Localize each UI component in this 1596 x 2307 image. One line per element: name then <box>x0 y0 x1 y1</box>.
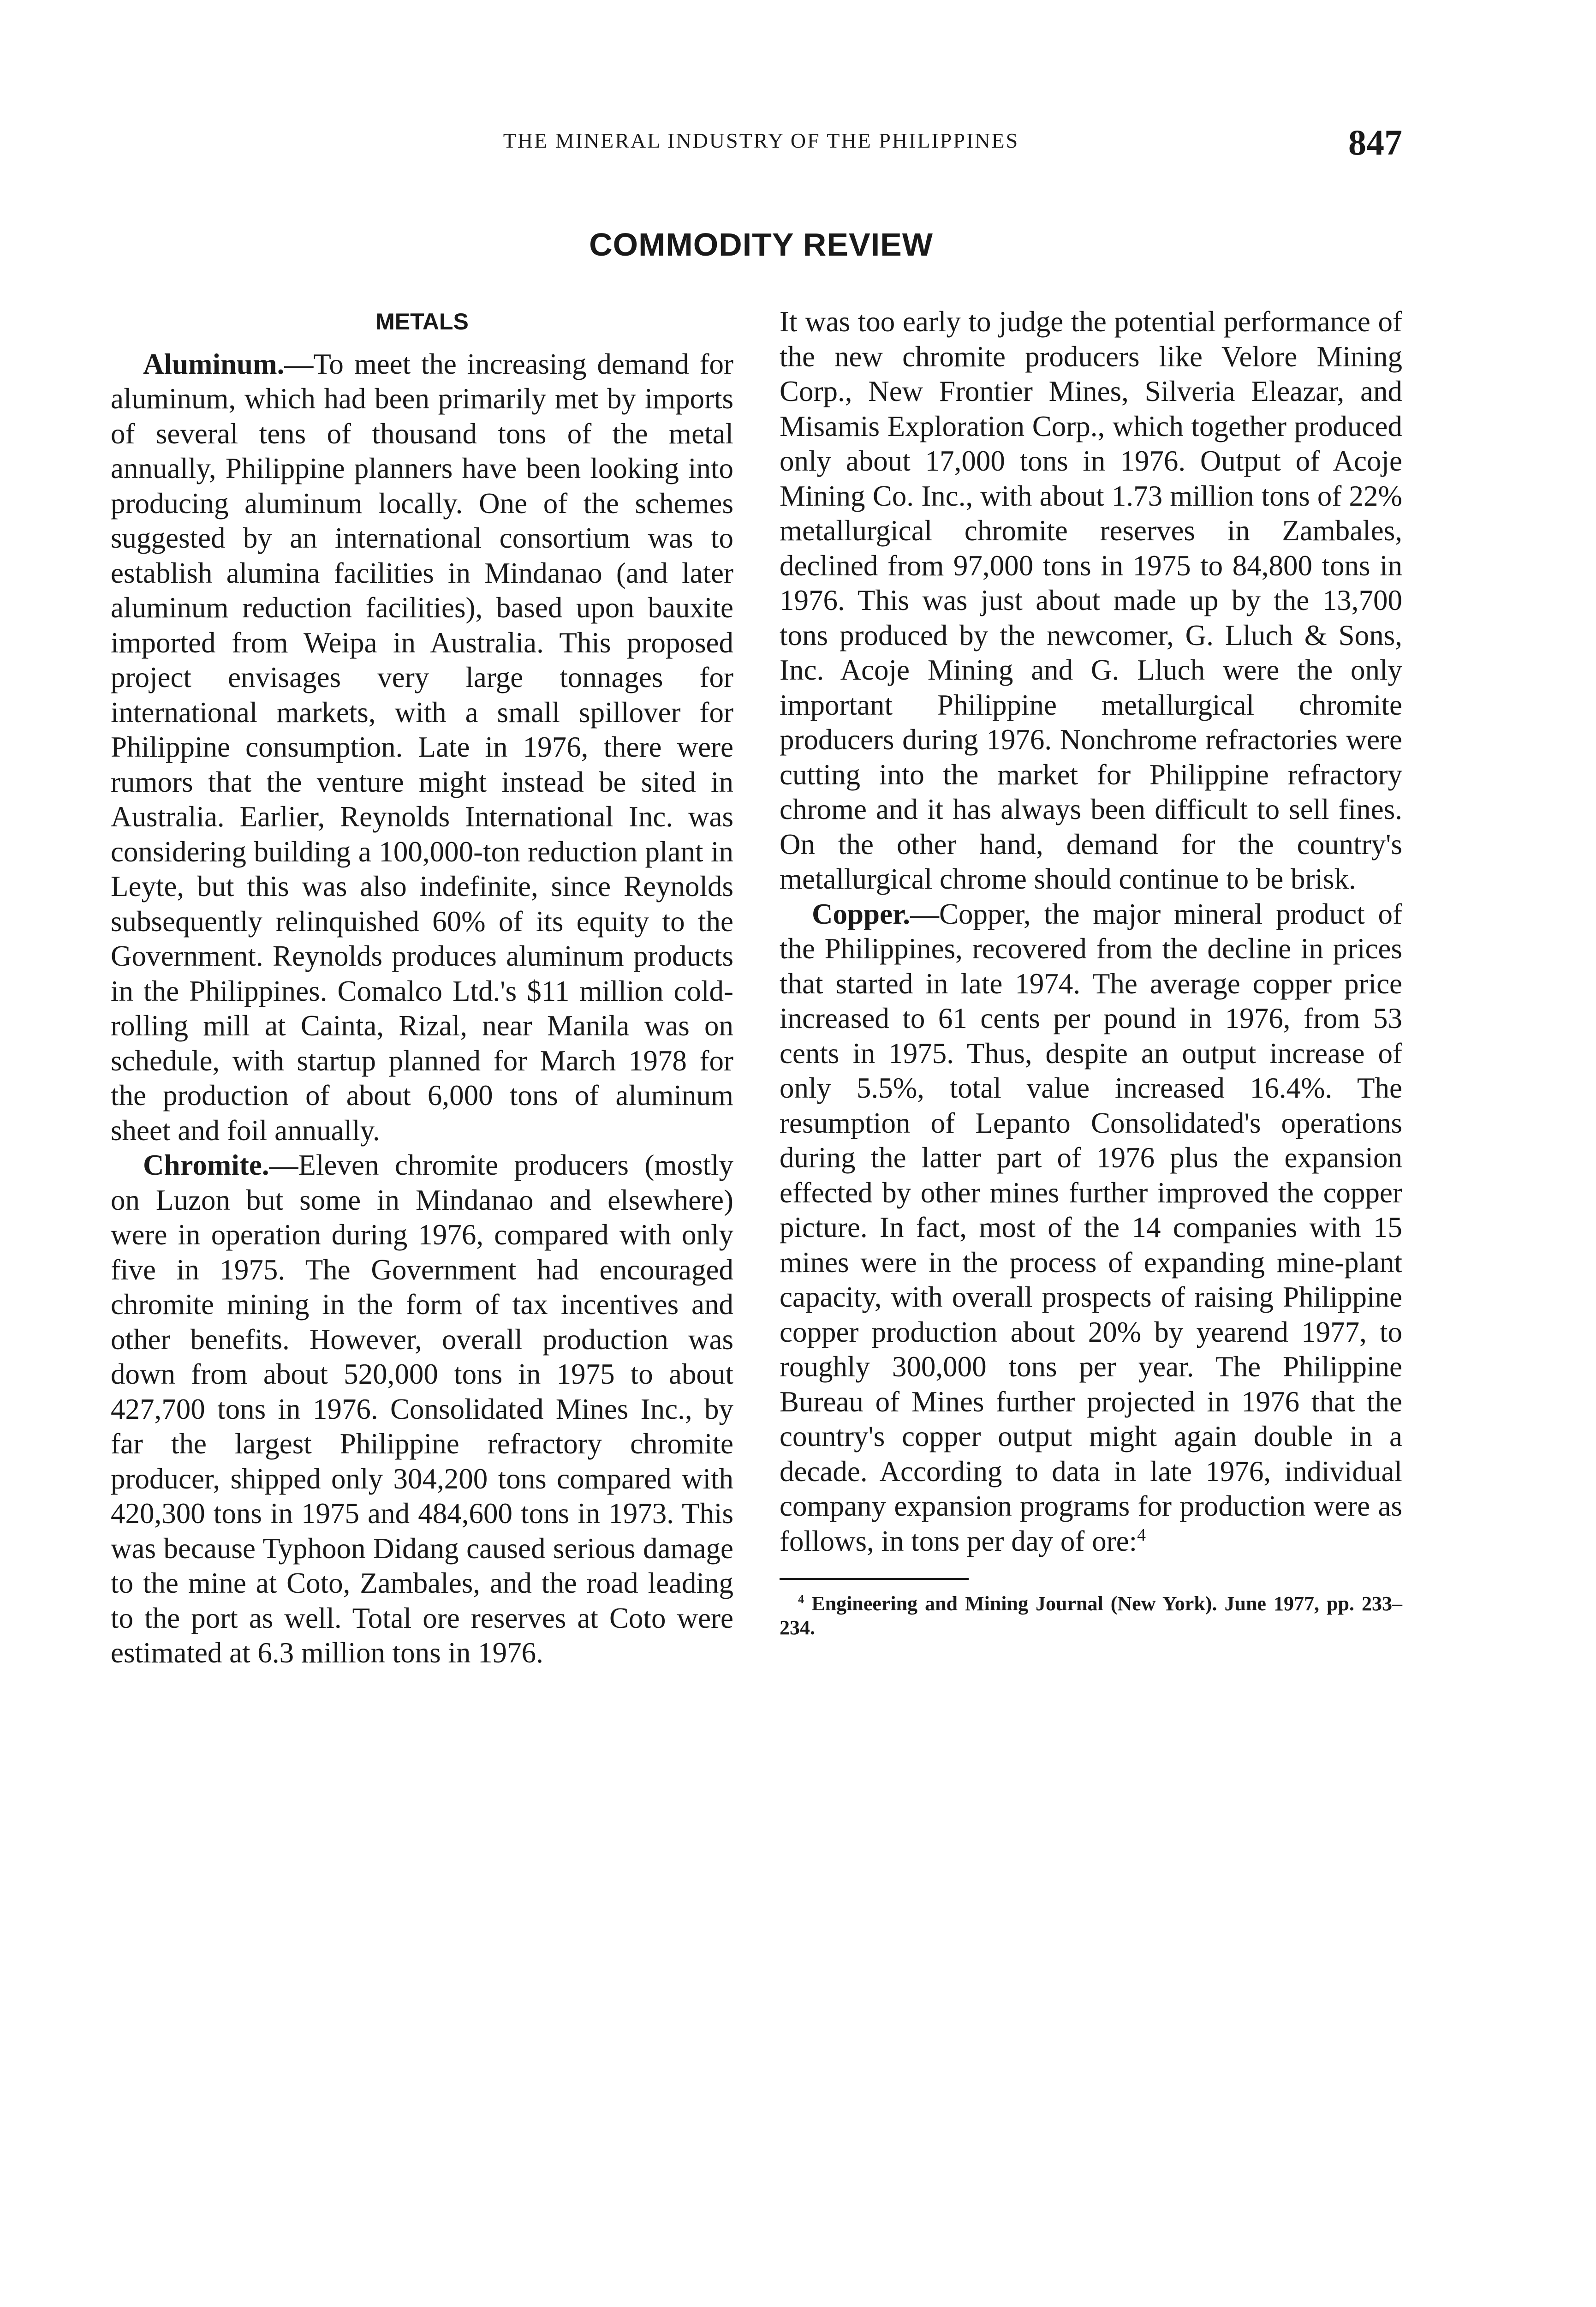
paragraph-aluminum <box>111 347 733 1148</box>
footnote <box>780 1592 1402 1640</box>
section-heading: COMMODITY REVIEW <box>589 227 933 263</box>
left-column <box>111 305 733 1671</box>
paragraph-text: —Eleven chromite producers (mostly on Luzon but some in Mindanao and elsewhere) were in operation during 1976, compared with only five in 1975. The Government had encouraged chromite mining in the form of tax incentives and other benefits. However, overall production was down from about 520,000 tons in 1975 to about 427,700 tons in 1976. Consolidated Mines Inc., by far the largest Philippine refractory chromite producer, shipped only 304,200 tons compared with 420,300 tons in 1975 and 484,600 tons in 1973. This was because Typhoon Didang caused serious damage to the mine at Coto, Zambales, and the road leading to the port as well. Total ore reserves at Coto were estimated at 6.3 million tons in 1976. <box>111 1149 733 1669</box>
run-in-heading-aluminum: Aluminum. <box>143 347 285 380</box>
run-in-heading-copper: Copper. <box>812 897 910 930</box>
run-in-heading-chromite: Chromite. <box>143 1149 269 1181</box>
paragraph-text: —Copper, the major mineral product of the Philippines, recovered from the decline in prices that started in late 1974. The average copper price increased to 61 cents per pound in 1976, from 53 cents in 1975. Thus, despite an output increase of only 5.5%, total value increased 16.4%. The resumption of Lepanto Consolidated's operations during the latter part of 1976 plus the expansion effected by other mines further improved the copper picture. In fact, most of the 14 companies with 15 mines were in the process of expanding mine-plant capacity, with overall prospects of raising Philippine copper production about 20% by yearend 1977, to roughly 300,000 tons per year. The Philippine Bureau of Mines further projected in 1976 that the country's copper output might again double in a decade. According to data in late 1976, individual company expansion programs for production were as follows, in tons per day of ore: <box>780 897 1402 1557</box>
footnote-text: Engineering and Mining Journal (New York). June 1977, pp. 233–234. <box>780 1592 1403 1639</box>
footnote-divider <box>780 1578 969 1580</box>
paragraph-chromite <box>111 1148 733 1671</box>
page-number: 847 <box>1348 122 1402 162</box>
right-column <box>780 305 1402 1640</box>
paragraph-text: —To meet the increasing demand for aluminum, which had been primarily met by imports of several tens of thousand tons of the metal annually, Philippine planners have been looking into producing aluminum locally. One of the schemes suggested by an international consortium was to establish alumina facilities in Mindanao (and later aluminum reduction facilities), based upon bauxite imported from Weipa in Australia. This proposed project envisages very large tonnages for international markets, with a small spillover for Philippine consumption. Late in 1976, there were rumors that the venture might instead be sited in Australia. Earlier, Reynolds International Inc. was considering building a 100,000-ton reduction plant in Leyte, but this was also indefinite, since Reynolds subsequently relinquished 60% of its equity to the Government. Reynolds produces aluminum products in the Philippines. Comalco Ltd.'s $11 million cold-rolling mill at Cainta, Rizal, near Manila was on schedule, with startup planned for March 1978 for the production of about 6,000 tons of aluminum sheet and foil annually. <box>111 347 733 1147</box>
footnote-reference: 4 <box>1137 1525 1146 1545</box>
footnote-number: 4 <box>798 1592 804 1606</box>
running-head: THE MINERAL INDUSTRY OF THE PHILIPPINES <box>503 129 1019 152</box>
subsection-heading: METALS <box>375 309 469 335</box>
paragraph-chromite-continued: It was too early to judge the potential performance of the new chromite producers like Velore Mining Corp., New Frontier Mines, Silveria Eleazar, and Misamis Exploration Corp., which together produced only about 17,000 tons in 1976. Output of Acoje Mining Co. Inc., with about 1.73 million tons of 22% metallurgical chromite reserves in Zambales, declined from 97,000 tons in 1975 to 84,800 tons in 1976. This was just about made up by the 13,700 tons produced by the newcomer, G. Lluch & Sons, Inc. Acoje Mining and G. Lluch were the only important Philippine metallurgical chromite producers during 1976. Nonchrome refractories were cutting into the market for Philippine refractory chrome and it has always been difficult to sell fines. On the other hand, demand for the country's metallurgical chrome should continue to be brisk. <box>780 305 1402 895</box>
paragraph-copper <box>780 897 1402 1559</box>
